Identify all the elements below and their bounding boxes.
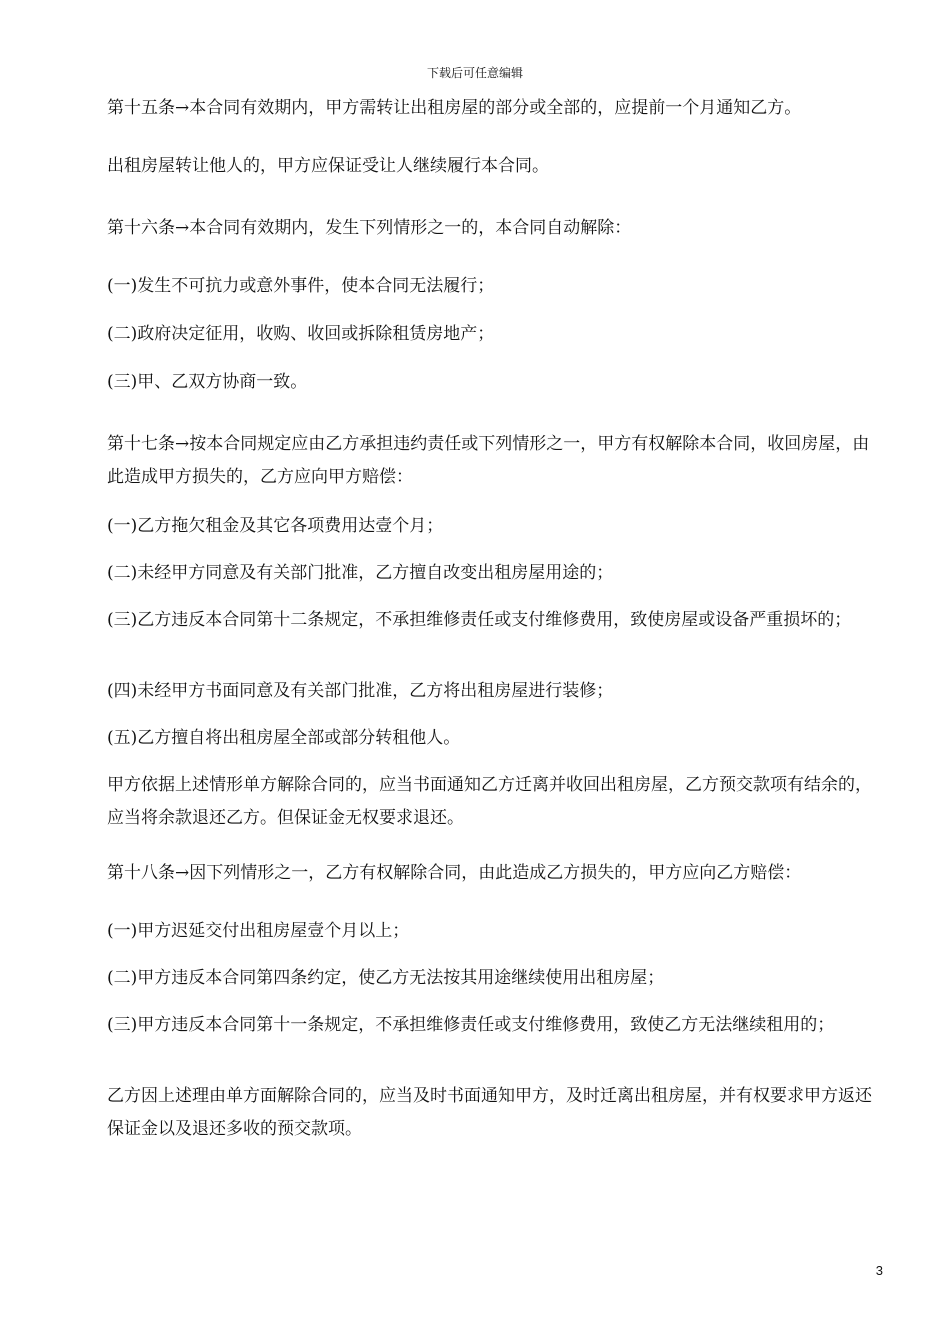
list-item-18-1: (一)甲方迟延交付出租房屋壹个月以上；: [107, 921, 410, 941]
list-item-16-2: (二)政府决定征用，收购、收回或拆除租赁房地产；: [107, 324, 495, 344]
list-item-16-1: (一)发生不可抗力或意外事件，使本合同无法履行；: [107, 276, 495, 296]
paragraph-article-16: 第十六条→本合同有效期内，发生下列情形之一的，本合同自动解除：: [107, 218, 632, 238]
list-item-17-4: (四)未经甲方书面同意及有关部门批准，乙方将出租房屋进行装修；: [107, 681, 614, 701]
page-header: 下载后可任意编辑: [426, 66, 523, 80]
paragraph-landlord-termination: 甲方依据上述情形单方解除合同的，应当书面通知乙方迁离并收回出租房屋，乙方预交款项有结余的，应当将余款退还乙方。但保证金无权要求退还。: [107, 775, 872, 828]
paragraph-transfer-note: 出租房屋转让他人的，甲方应保证受让人继续履行本合同。: [107, 156, 549, 176]
list-item-16-3: (三)甲、乙双方协商一致。: [107, 372, 308, 392]
paragraph-article-17: 第十七条→按本合同规定应由乙方承担违约责任或下列情形之一，甲方有权解除本合同，收回房屋，由此造成甲方损失的，乙方应向甲方赔偿：: [107, 434, 870, 487]
list-item-17-5: (五)乙方擅自将出租房屋全部或部分转租他人。: [107, 728, 461, 748]
list-item-17-1: (一)乙方拖欠租金及其它各项费用达壹个月；: [107, 516, 444, 536]
list-item-17-2: (二)未经甲方同意及有关部门批准，乙方擅自改变出租房屋用途的；: [107, 563, 614, 583]
list-item-17-3: (三)乙方违反本合同第十二条规定，不承担维修责任或支付维修费用，致使房屋或设备严重损坏的；: [107, 610, 852, 630]
paragraph-article-18: 第十八条→因下列情形之一，乙方有权解除合同，由此造成乙方损失的，甲方应向乙方赔偿：: [107, 863, 802, 883]
paragraph-tenant-termination: 乙方因上述理由单方面解除合同的，应当及时书面通知甲方，及时迁离出租房屋，并有权要求甲方返还保证金以及退还多收的预交款项。: [107, 1086, 872, 1139]
list-item-18-3: (三)甲方违反本合同第十一条规定，不承担维修责任或支付维修费用，致使乙方无法继续租用的；: [107, 1015, 835, 1035]
list-item-18-2: (二)甲方违反本合同第四条约定，使乙方无法按其用途继续使用出租房屋；: [107, 968, 665, 988]
paragraph-article-15: 第十五条→本合同有效期内，甲方需转让出租房屋的部分或全部的，应提前一个月通知乙方。: [107, 98, 802, 118]
page-number: 3: [875, 1263, 883, 1278]
